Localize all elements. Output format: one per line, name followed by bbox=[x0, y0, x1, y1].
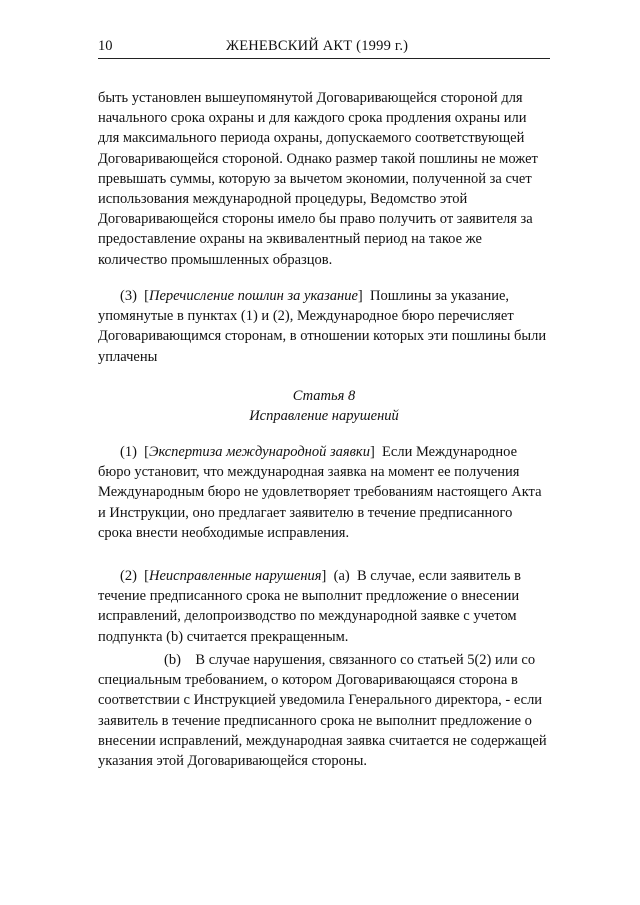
paragraph-1-examination: (1) [Экспертиза международной заявки] Если Международное бюро установит, что международная заявка на момент ее получения Международным бюро не удовлетворяет требованиям настоящего Акта и Инструкции, оно предлагает заявителю в течение предписанного срока внести необходимые исправления. bbox=[98, 444, 542, 541]
paragraph-text: В случае, если заявитель в течение предписанного срока не выполнит предложение о внесении исправлений, делопроизводство по международной заявке с учетом подпункта (b) считается прекращенным. bbox=[98, 568, 522, 645]
article-title: Исправление нарушений bbox=[249, 408, 399, 425]
paragraph-title: Перечисление пошлин за указание bbox=[149, 288, 358, 304]
paragraph-number: (1) bbox=[120, 444, 137, 460]
article-number: Статья 8 bbox=[292, 388, 356, 404]
running-title: ЖЕНЕВСКИЙ АКТ (1999 г.) bbox=[226, 38, 409, 54]
paragraph-fee-continuation: быть установлен вышеупомянутой Договаривающейся стороной для начального срока охраны и для каждого срока продления охраны или для максимального периода охраны, допускаемого соответствующей Договаривающейся стороной. Однако размер такой пошлины не может превышать суммы, которую за вычетом экономии, полученной за счет использования международной процедуры, Ведомство этой Договаривающейся стороны имело бы право получить от заявителя за предоставление охраны на эквивалентный период на такое же количество промышленных образцов. bbox=[98, 90, 538, 268]
page-number: 10 bbox=[98, 38, 113, 54]
paragraph-title: Неисправленные нарушения bbox=[149, 568, 322, 584]
running-header bbox=[98, 38, 550, 59]
paragraph-3-fee-transfer: (3) [Перечисление пошлин за указание] Пошлины за указание, упомянутые в пунктах (1) и (2), Международное бюро перечисляет Договаривающимся сторонам, в отношении которых эти пошлины были уплачены bbox=[98, 288, 547, 365]
subparagraph-marker: (a) bbox=[333, 568, 350, 584]
paragraph-title: Экспертиза международной заявки bbox=[149, 444, 370, 460]
paragraph-text: В случае нарушения, связанного со статьей 5(2) или со специальным требованием, о котором Договаривающаяся сторона в соответствии с Инструкцией уведомила Генерального директора, - если заявитель в течение предписанного срока не выполнит предложение о внесении исправлений, международная заявка считается не содержащей указания этой Договаривающейся стороны. bbox=[98, 652, 547, 770]
paragraph-number: (3) bbox=[120, 288, 137, 304]
paragraph-text: Пошлины за указание, упомянутые в пунктах (1) и (2), Международное бюро перечисляет Договаривающимся сторонам, в отношении которых эти пошлины были уплачены bbox=[98, 288, 547, 365]
paragraph-number: (2) bbox=[120, 568, 137, 584]
paragraph-2-uncorrected: (2) [Неисправленные нарушения] (a) В случае, если заявитель в течение предписанного срока не выполнит предложение о внесении исправлений, делопроизводство по международной заявке с учетом подпункта (b) считается прекращенным. bbox=[98, 568, 522, 645]
paragraph-text: Если Международное бюро установит, что международная заявка на момент ее получения Международным бюро не удовлетворяет требованиям настоящего Акта и Инструкции, оно предлагает заявителю в течение предписанного срока внести необходимые исправления. bbox=[98, 444, 542, 541]
subparagraph-b bbox=[98, 650, 550, 771]
article-heading bbox=[98, 386, 550, 426]
subparagraph-marker: (b) bbox=[164, 652, 181, 668]
